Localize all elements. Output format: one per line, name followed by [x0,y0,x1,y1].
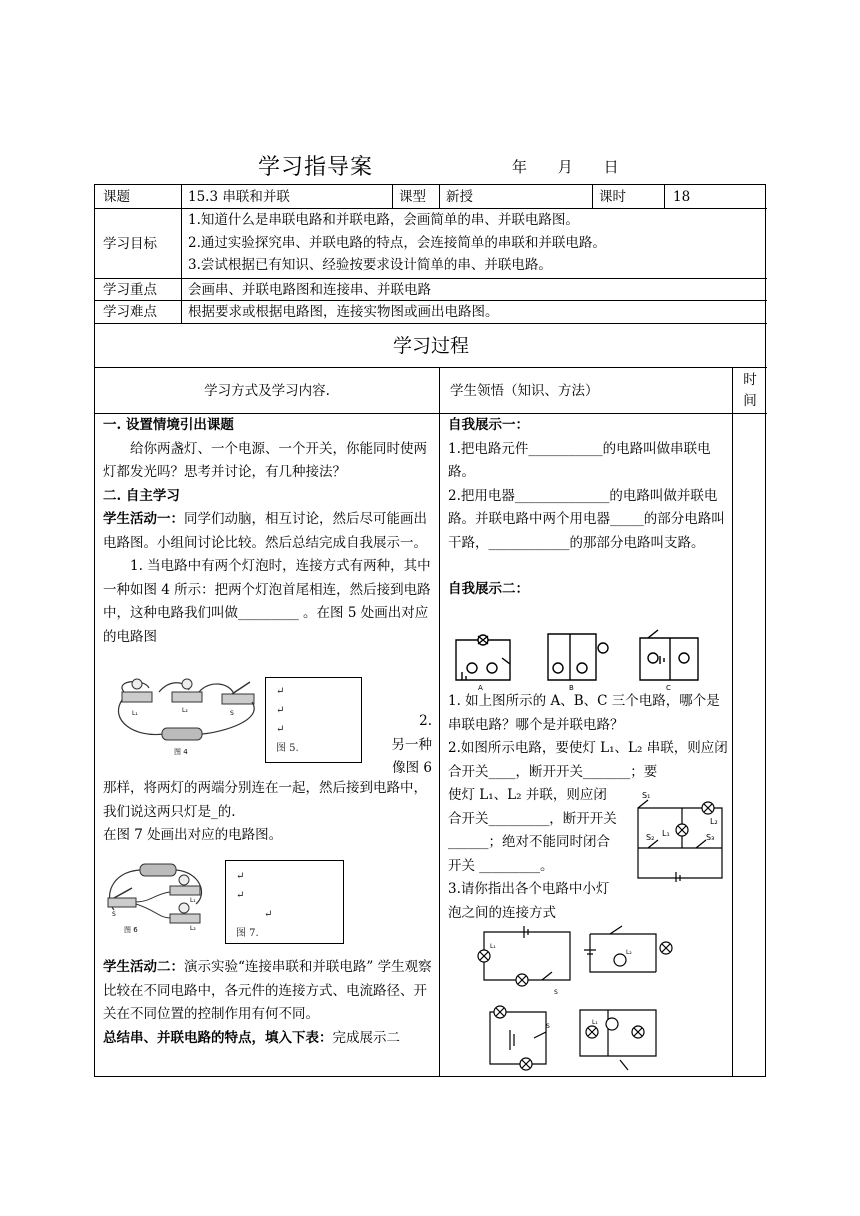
time-column [733,414,767,1076]
question-3-circuits [460,920,680,1076]
activity2-block [103,956,434,1050]
svg-text:L₁: L₁ [132,710,138,717]
summary-rest: 完成展示二 [332,1029,400,1046]
col-time-header [733,368,767,414]
keypoints-label: 学习重点 [95,279,182,301]
topic-label: 课题 [95,185,182,209]
para-2-end: 在图 7 处画出对应的电路图。 [103,827,283,843]
label-S1: S₁ [642,792,651,800]
para-2-c: 像图 6 [392,760,432,776]
activity1 [103,508,434,555]
question-2b: 使灯 L₁、L₂ 并联，则应闭合开关_________，断开开关 ______；绝对不能同时闭合开关 _________。 [448,787,617,874]
process-title: 学习过程 [95,324,767,368]
time-char-1: 时 [743,372,757,388]
question-2a: 2.如图所示电路，要使灯 L₁、L₂ 串联，则应闭合开关____，断开开关_______；要 [448,740,728,780]
show2-title: 自我展示二： [448,581,529,597]
para-2-body [103,777,434,848]
type-value: 新授 [440,185,593,209]
label-L1: L₁ [662,829,670,838]
question-3: 3.请你指出各个电路中小灯泡之间的连接方式 [448,881,610,921]
return-mark: ↵ [264,909,273,920]
activity1-label: 学生活动一： [103,511,184,527]
activity2-text: 演示实验“连接串联和并联电路” 学生观察比较在不同电路中，各元件的连接方式、电流路径、开关在不同位置的控制作用有何不同。 [103,959,432,1022]
fig5-caption: 图 5. [276,743,299,754]
goal-item-2: 2.通过实验探究串、并联电路的特点，会连接简单的串联和并联电路。 [188,234,606,251]
figure-6-parallel-circuit [100,858,212,942]
figure-7-drawing-box [225,860,344,944]
difficulties-label: 学习难点 [95,301,182,324]
label-S3: S₃ [706,833,715,842]
date-line [512,156,645,177]
goal-item-1: 1.知道什么是串联电路和并联电路，会画简单的串、并联电路图。 [188,212,579,228]
return-mark: ↵ [236,871,245,882]
label-S2: S₂ [646,833,655,842]
summary-bold: 总结串、并联电路的特点，填入下表： [103,1029,333,1046]
hours-value: 18 [665,185,767,209]
para-2-rest: 那样，将两灯的两端分别连在一起，然后接到电路中，我们说这两只灯是_的. [103,780,427,820]
abc-circuits-figure [448,628,724,692]
c3-label-l1: L₁ [490,943,496,950]
goals-label: 学习目标 [95,209,182,279]
goal-item-3: 3.尝试根据已有知识、经验按要求设计简单的串、并联电路。 [188,257,552,274]
c3-label-l2: L₂ [626,949,632,956]
c3-label-s2: S [546,1023,550,1030]
type-label: 课型 [393,185,440,209]
section1-text: 给你两盏灯、一个电源、一个开关，你能同时使两灯都发光吗？思考并讨论，有几种接法？ [103,440,427,480]
show1-title: 自我展示一： [448,417,529,433]
svg-text:L₁: L₁ [190,897,196,904]
summary-line [103,1027,434,1051]
question-1: 1. 如上图所示的 A、B、C 三个电路，哪个是串联电路？哪个是并联电路？ [448,693,720,733]
col-left-header: 学习方式及学习内容. [95,368,440,414]
show1-q1: 1.把电路元件___________的电路叫做串联电路。 [448,440,711,480]
label-C: C [666,684,671,692]
question-2-circuit [632,792,732,882]
show1-q2: 2.把用电器______________的电路叫做并联电路。并联电路中两个用电器_____的部分电路叫干路，____________的那部分电路叫支路。 [448,487,725,551]
difficulties-value: 根据要求或根据电路图，连接实物图或画出电路图。 [182,301,767,324]
return-mark: ↵ [276,686,285,697]
time-char-2: 间 [743,393,757,409]
day-label: 日 [603,158,619,176]
return-mark: ↵ [276,705,285,716]
section1-title: 一. 设置情境引出课题 [103,417,234,433]
topic-value: 15.3 串联和并联 [182,185,393,209]
svg-text:S: S [112,911,116,918]
c3-label-s1: S [554,989,558,996]
keypoints-value: 会画串、并联电路图和连接串、并联电路 [182,279,767,301]
svg-text:S: S [230,710,234,717]
activity1-text: 同学们动脑，相互讨论，然后尽可能画出电路图。小组间讨论比较。然后总结完成自我展示一。 [103,511,427,551]
goals-list [182,209,767,279]
fig7-caption: 图 7. [236,928,259,939]
mid-content [448,414,730,602]
mid-question-2b [448,784,620,925]
fig4-caption: 图 4 [174,748,188,756]
return-mark: ↵ [236,890,245,901]
activity2 [103,956,434,1027]
return-mark: ↵ [276,724,285,735]
fig6-caption: 图 6 [124,926,138,934]
para-2-a: 2. [419,713,432,729]
figure-4-series-circuit [104,670,264,758]
svg-text:L₂: L₂ [190,925,196,932]
c3-label-l3: L₁ [592,1019,598,1026]
left-content [103,414,434,649]
figure-5-drawing-box [265,677,362,763]
hours-label: 课时 [593,185,665,209]
label-L2: L₂ [710,817,718,826]
section2-title: 二. 自主学习 [103,487,180,504]
year-label: 年 [512,158,528,176]
svg-text:L₂: L₂ [182,707,188,714]
col-mid-header: 学生领悟（知识、方法） [440,368,733,414]
label-B: B [569,684,574,692]
label-A: A [478,684,483,692]
para-2-head [372,710,432,781]
para-1: 1. 当电路中有两个灯泡时，连接方式有两种，其中一种如图 4 所示：把两个灯泡首尾相连，然后接到电路中，这种电路我们叫做_________ 。在图 5 处画出对应的电路图 [103,558,431,645]
document-title: 学习指导案 [258,155,374,180]
para-2-b: 另一种 [391,736,432,753]
mid-questions [448,690,730,784]
month-label: 月 [557,158,573,176]
activity2-label: 学生活动二： [103,959,184,975]
